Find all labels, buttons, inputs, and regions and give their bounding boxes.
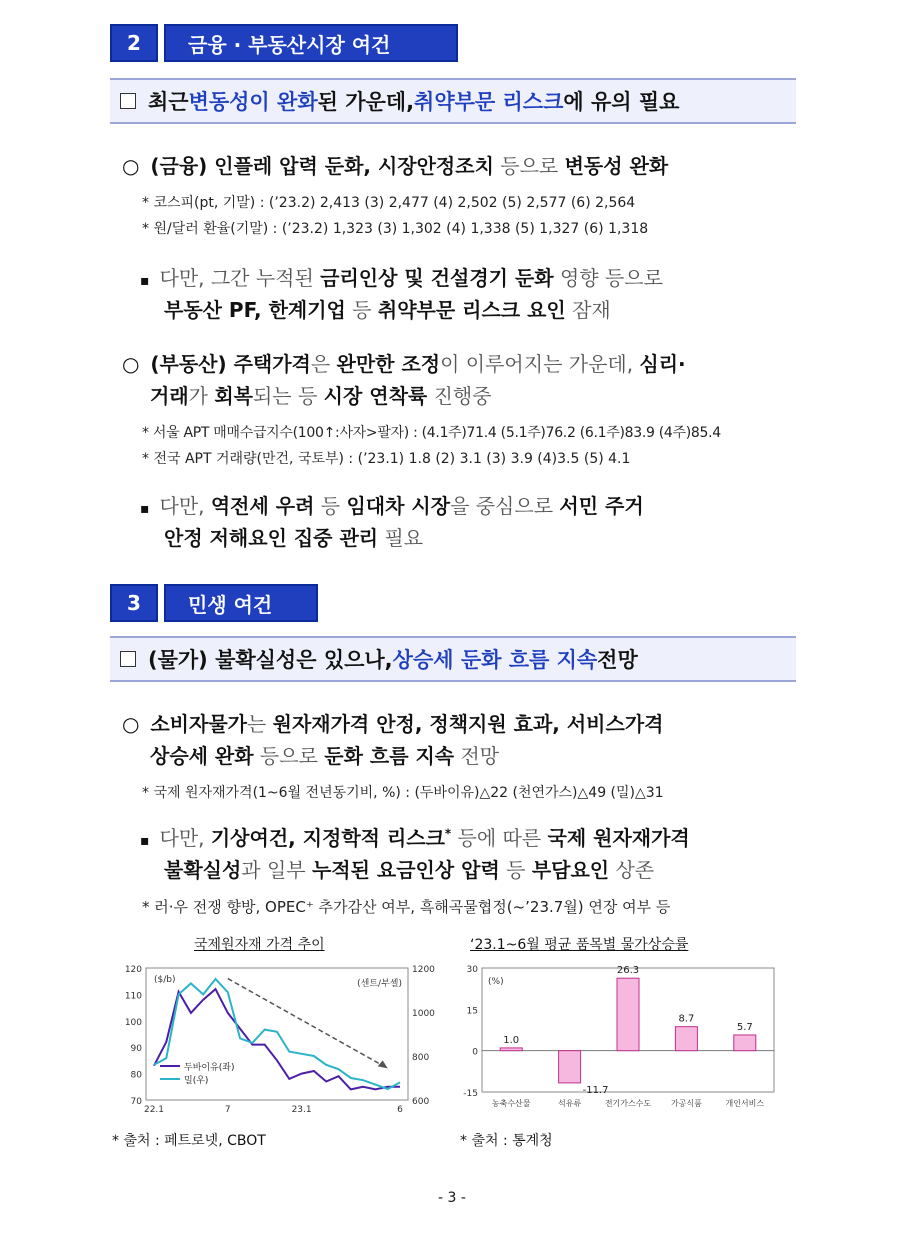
text: 등으로 [493, 154, 565, 178]
x-tick-label: 22.1 [143, 1105, 165, 1115]
x-tick-label: 전기가스수도 [604, 1099, 652, 1108]
y-left-tick-label: 90 [130, 1044, 142, 1055]
text: 소비자물가 [150, 712, 247, 736]
x-tick-label: 7 [224, 1105, 231, 1115]
paragraph-realestate-line1 [122, 348, 686, 377]
note-exchange-rate: * 원/달러 환율(기말) : (’23.2) 1,323 (3) 1,302 (4) 1,338 (5) 1,327 (6) 1,318 [142, 221, 649, 237]
y-right-tick-label: 1000 [412, 1009, 435, 1019]
paragraph-burden-line2 [164, 854, 654, 883]
text: 가 [188, 384, 215, 408]
text: 는 [246, 712, 273, 736]
square-bullet-icon: ▪ [140, 833, 150, 849]
x-tick-label: 농축수산물 [491, 1099, 531, 1108]
text: 다만, 그간 누적된 [159, 266, 321, 290]
unit-label: (%) [488, 977, 504, 987]
text: 시장 연착륙 [323, 384, 428, 408]
section-headline [110, 636, 796, 682]
bar [559, 1051, 581, 1083]
y-right-tick-label: 1200 [412, 965, 435, 975]
text: (부동산) 주택가격 [150, 352, 311, 376]
checkbox-square-icon [120, 651, 136, 667]
checkbox-square-icon [120, 93, 136, 109]
chart-title-inflation: ‘23.1~6월 평균 품목별 물가상승률 [470, 937, 689, 953]
data-label: -11.7 [582, 1084, 609, 1096]
text: 을 중심으로 [450, 494, 560, 518]
section-number: 3 [110, 584, 158, 622]
chart-title-commodity: 국제원자재 가격 추이 [194, 937, 325, 953]
text: 불확실성 [164, 858, 242, 882]
headline-text: 전망 [597, 648, 638, 672]
circle-bullet-icon: ○ [122, 352, 140, 376]
paragraph-cpi-line2 [150, 740, 499, 769]
source-note: * 출처 : 통계청 [460, 1133, 553, 1149]
text: 둔화 흐름 지속 [324, 744, 455, 768]
data-label: 26.3 [616, 965, 640, 977]
text: 되는 등 [252, 384, 324, 408]
text: 상존 [609, 858, 655, 882]
text: 거래 [150, 384, 189, 408]
y-left-tick-label: 100 [124, 1017, 142, 1028]
x-tick-label: 개인서비스 [725, 1099, 765, 1108]
text: 누적된 요금인상 압력 [311, 858, 500, 882]
left-unit-label: ($/b) [154, 975, 176, 985]
text: 취약부문 리스크 요인 [377, 298, 566, 322]
text: 등 [314, 494, 347, 518]
legend-label: 밀(우) [184, 1076, 209, 1086]
footnote-marker: * [444, 826, 452, 841]
note-commodity-prices: * 국제 원자재가격(1~6월 전년동기비, %) : (두바이유)△22 (천연가스)△49 (밀)△31 [142, 785, 664, 801]
section-title: 금융 · 부동산시장 여건 [164, 24, 458, 62]
data-label: 8.7 [678, 1013, 695, 1025]
circle-bullet-icon: ○ [122, 712, 140, 736]
headline-text: 된 가운데, [317, 90, 415, 114]
text: 등 [345, 298, 378, 322]
x-tick-label: 6 [397, 1105, 403, 1115]
text: 이 이루어지는 가운데, [440, 352, 640, 376]
section-title: 민생 여건 [164, 584, 318, 622]
text: 임대차 시장 [346, 494, 451, 518]
square-bullet-icon: ▪ [140, 273, 150, 289]
text: 변동성 완화 [564, 154, 669, 178]
headline-highlight: 취약부문 리스크 [414, 90, 564, 114]
text: 국제 원자재가격 [547, 826, 690, 850]
text: 은 [310, 352, 337, 376]
text: 부담요인 [531, 858, 610, 882]
x-tick-label: 23.1 [291, 1105, 312, 1115]
page-number: - 3 - [438, 1190, 466, 1206]
text: 등 [499, 858, 532, 882]
y-right-tick-label: 600 [412, 1097, 430, 1107]
paragraph-cpi-line1 [122, 708, 663, 737]
note-apt-transactions: * 전국 APT 거래량(만건, 국토부) : (’23.1) 1.8 (2) 3.1 (3) 3.9 (4)3.5 (5) 4.1 [142, 451, 631, 467]
data-label: 5.7 [736, 1021, 753, 1033]
text: 영향 등으로 [553, 266, 663, 290]
y-left-tick-label: 70 [130, 1097, 142, 1107]
y-left-tick-label: 110 [124, 991, 142, 1002]
headline-text: 최근 [148, 90, 189, 114]
y-tick-label: -15 [463, 1089, 478, 1099]
y-tick-label: 15 [466, 1006, 478, 1017]
x-tick-label: 가공식품 [670, 1099, 702, 1108]
text: 금리인상 및 건설경기 둔화 [320, 266, 554, 290]
paragraph-rental-line2 [164, 522, 423, 551]
text: 진행중 [427, 384, 492, 408]
text: 역전세 우려 [210, 494, 315, 518]
source-note: * 출처 : 페트로넷, CBOT [112, 1133, 266, 1149]
section-number: 2 [110, 24, 158, 62]
text: (금융) 인플레 압력 둔화, 시장안정조치 [150, 154, 494, 178]
y-left-tick-label: 120 [124, 965, 142, 975]
text: 과 일부 [241, 858, 312, 882]
text: 원자재가격 안정, 정책지원 효과, 서비스가격 [272, 712, 664, 736]
headline-highlight: 변동성이 완화 [188, 90, 318, 114]
paragraph-burden-line1 [140, 822, 690, 851]
paragraph-rental-line1 [140, 490, 644, 519]
text: 완만한 조정 [336, 352, 441, 376]
commodity-price-chart [112, 960, 442, 1120]
y-tick-label: 0 [472, 1047, 478, 1058]
text: 기상여건, 지정학적 리스크 [210, 826, 445, 850]
y-left-tick-label: 80 [130, 1070, 142, 1081]
text: 다만, [159, 494, 211, 518]
bar [617, 978, 639, 1050]
text: 서민 주거 [559, 494, 644, 518]
text: 심리· [639, 352, 686, 376]
headline-text: 에 유의 필요 [563, 90, 680, 114]
paragraph-risk-line2 [164, 294, 611, 323]
text: 전망 [454, 744, 500, 768]
circle-bullet-icon: ○ [122, 154, 140, 178]
text: 상승세 완화 [150, 744, 254, 768]
bar [734, 1035, 756, 1051]
text: 필요 [378, 526, 424, 550]
text: 안정 저해요인 집중 관리 [164, 526, 379, 550]
x-tick-label: 석유류 [558, 1099, 582, 1108]
note-kospi: * 코스피(pt, 기말) : (’23.2) 2,413 (3) 2,477 (4) 2,502 (5) 2,577 (6) 2,564 [142, 195, 636, 211]
bar [675, 1027, 697, 1051]
paragraph-risk-line1 [140, 262, 663, 291]
text: 회복 [214, 384, 253, 408]
paragraph-finance [122, 150, 668, 179]
note-seoul-apt-index: * 서울 APT 매매수급지수(100↑:사자>팔자) : (4.1주)71.4 (5.1주)76.2 (6.1주)83.9 (4주)85.4 [142, 425, 721, 441]
y-right-tick-label: 800 [412, 1053, 430, 1063]
text: 등에 따른 [451, 826, 548, 850]
section-headline [110, 78, 796, 124]
data-label: 1.0 [503, 1034, 520, 1046]
note-risk-factors: * 러·우 전쟁 향방, OPEC⁺ 추가감산 여부, 흑해곡물협정(~’23.7월) 연장 여부 등 [142, 898, 671, 916]
headline-highlight: 상승세 둔화 흐름 지속 [392, 648, 598, 672]
square-bullet-icon: ▪ [140, 501, 150, 517]
inflation-bar-chart [452, 960, 782, 1120]
headline-text: (물가) 불확실성은 있으나, [148, 648, 393, 672]
bar [500, 1048, 522, 1051]
y-tick-label: 30 [466, 965, 478, 975]
text: 등으로 [253, 744, 325, 768]
legend-label: 두바이유(좌) [184, 1063, 235, 1073]
paragraph-realestate-line2 [150, 380, 492, 409]
text: 부동산 PF, 한계기업 [164, 298, 346, 322]
text: 다만, [159, 826, 211, 850]
right-unit-label: (센트/부셸) [357, 979, 402, 989]
text: 잠재 [565, 298, 611, 322]
